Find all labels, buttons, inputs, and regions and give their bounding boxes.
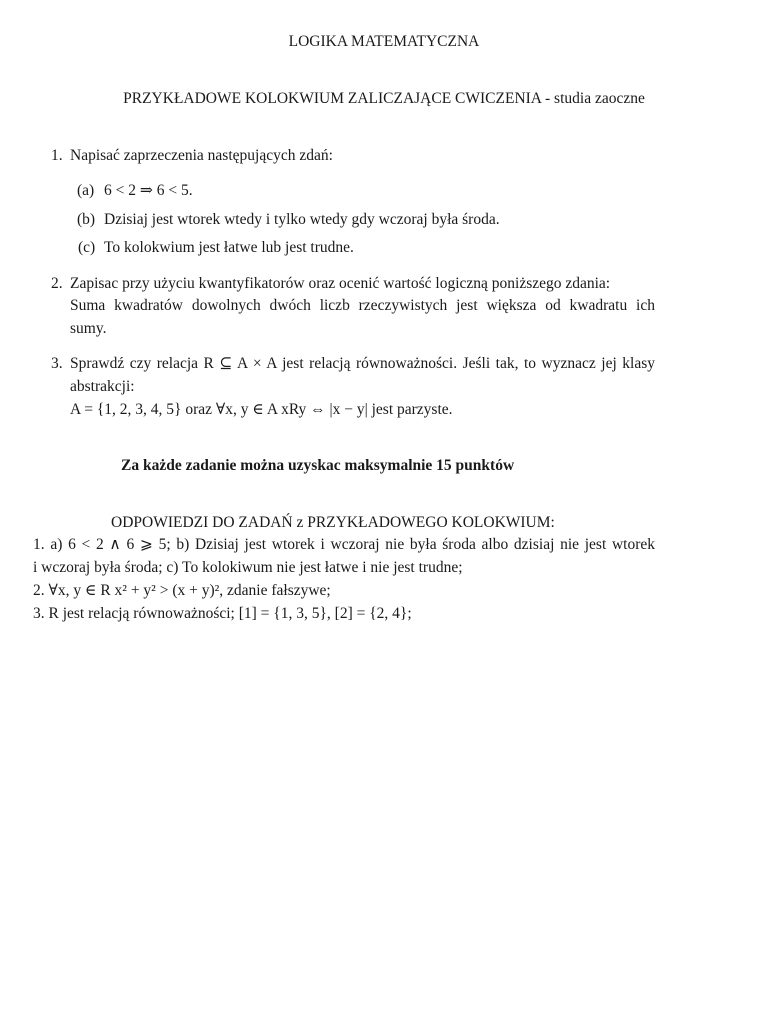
task-1c-text: To kolokwium jest łatwe lub jest trudne. — [104, 239, 354, 256]
answers-heading: ODPOWIEDZI DO ZADAŃ z PRZYKŁADOWEGO KOLOKWIUM: — [111, 514, 555, 531]
task-2-line-1: Zapisac przy użyciu kwantyfikatorów oraz ocenić wartość logiczną poniższego zdania: — [70, 275, 611, 292]
answer-line-1: 1. a) 6 < 2 ∧ 6 ⩾ 5; b) Dzisiaj jest wtorek i wczoraj nie była środa albo dzisiaj nie jest wtorek — [33, 536, 655, 553]
answer-line-4: 3. R jest relacją równoważności; [1] = {1, 3, 5}, [2] = {2, 4}; — [33, 605, 412, 622]
points-note: Za każde zadanie można uzyskac maksymalnie 15 punktów — [121, 457, 515, 474]
task-1c-label: (c) — [78, 239, 96, 256]
task-1b-label: (b) — [77, 211, 96, 228]
task-2-number: 2. — [51, 275, 63, 292]
task-1-text: Napisać zaprzeczenia następujących zdań: — [70, 147, 333, 164]
answer-line-3: 2. ∀x, y ∈ R x² + y² > (x + y)², zdanie fałszywe; — [33, 582, 331, 599]
task-2-line-3: sumy. — [70, 320, 107, 337]
document-subtitle: PRZYKŁADOWE KOLOKWIUM ZALICZAJĄCE CWICZENIA - studia zaoczne — [123, 90, 645, 107]
task-1b-text: Dzisiaj jest wtorek wtedy i tylko wtedy gdy wczoraj była środa. — [104, 211, 500, 228]
task-2-line-2: Suma kwadratów dowolnych dwóch liczb rzeczywistych jest większa od kwadratu ich — [70, 297, 655, 314]
task-1-number: 1. — [51, 147, 63, 164]
document-title: LOGIKA MATEMATYCZNA — [288, 33, 480, 50]
task-3-line-1: Sprawdź czy relacja R ⊆ A × A jest relacją równoważności. Jeśli tak, to wyznacz jej klasy — [70, 355, 655, 372]
task-3-line-2: abstrakcji: — [70, 378, 135, 395]
task-3-line-3: A = {1, 2, 3, 4, 5} oraz ∀x, y ∈ A xRy ⇔ |x − y| jest parzyste. — [70, 401, 453, 418]
task-1a-label: (a) — [77, 182, 95, 199]
task-3-number: 3. — [51, 355, 63, 372]
answer-line-2: i wczoraj była środa; c) To kolokiwum nie jest łatwe i nie jest trudne; — [33, 559, 463, 576]
task-1a-text: 6 < 2 ⇒ 6 < 5. — [104, 182, 193, 199]
